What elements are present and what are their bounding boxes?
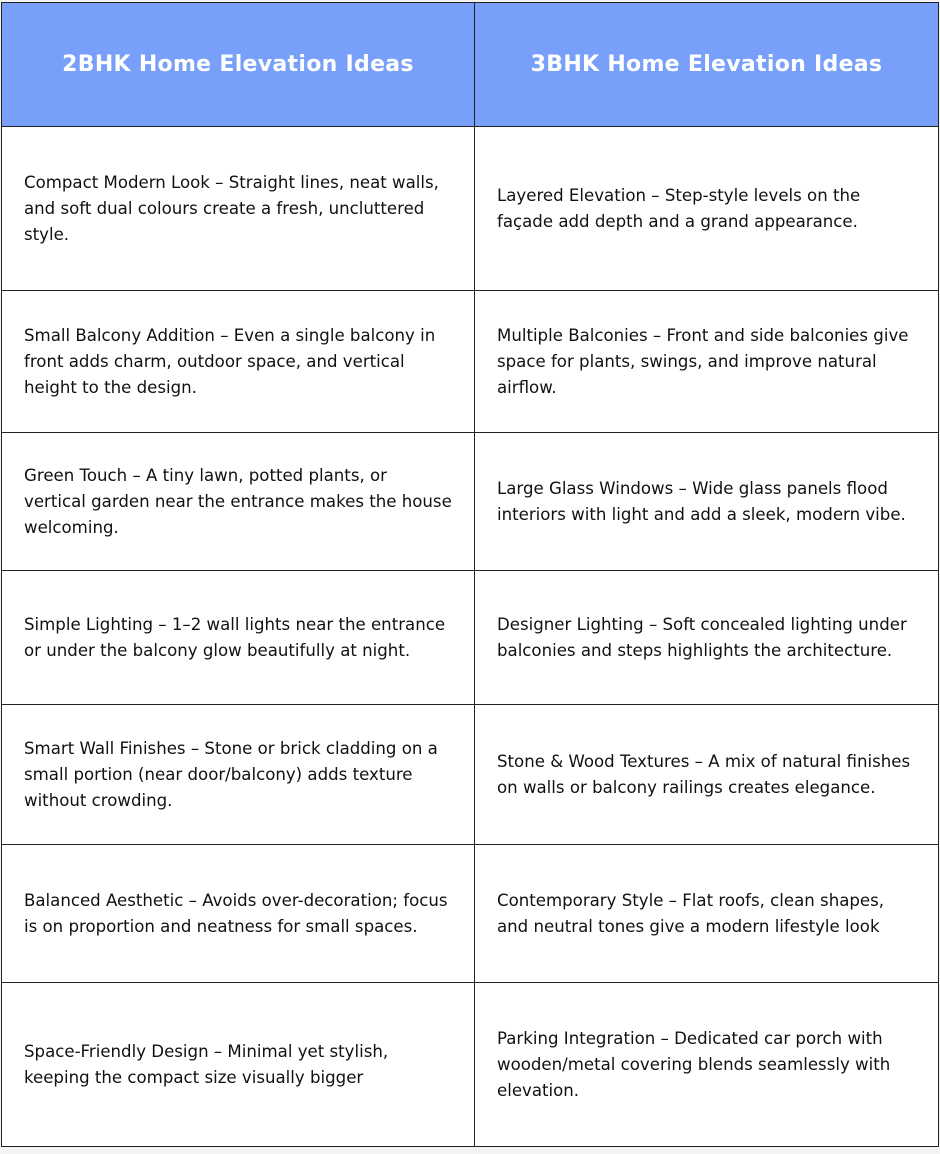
table-row [2,983,939,1147]
cell-2bhk: Space-Friendly Design – Minimal yet stylish, keeping the compact size visually bigger [2,983,475,1147]
cell-2bhk: Compact Modern Look – Straight lines, neat walls, and soft dual colours create a fresh, uncluttered style. [2,127,475,291]
cell-2bhk: Simple Lighting – 1–2 wall lights near the entrance or under the balcony glow beautifully at night. [2,571,475,705]
cell-3bhk: Designer Lighting – Soft concealed lighting under balconies and steps highlights the architecture. [475,571,939,705]
table-row [2,127,939,291]
comparison-table [1,2,939,1147]
cell-2bhk: Small Balcony Addition – Even a single balcony in front adds charm, outdoor space, and vertical height to the design. [2,291,475,433]
cell-3bhk: Multiple Balconies – Front and side balconies give space for plants, swings, and improve natural airflow. [475,291,939,433]
cell-3bhk: Large Glass Windows – Wide glass panels flood interiors with light and add a sleek, modern vibe. [475,433,939,571]
table-row [2,571,939,705]
cell-2bhk: Green Touch – A tiny lawn, potted plants, or vertical garden near the entrance makes the house welcoming. [2,433,475,571]
cell-3bhk: Layered Elevation – Step-style levels on the façade add depth and a grand appearance. [475,127,939,291]
table-row [2,291,939,433]
table-row [2,845,939,983]
cell-3bhk: Stone & Wood Textures – A mix of natural finishes on walls or balcony railings creates elegance. [475,705,939,845]
header-row [2,3,939,127]
header-3bhk: 3BHK Home Elevation Ideas [475,3,939,127]
cell-3bhk: Parking Integration – Dedicated car porch with wooden/metal covering blends seamlessly with elevation. [475,983,939,1147]
table-row [2,433,939,571]
table-row [2,705,939,845]
cell-2bhk: Balanced Aesthetic – Avoids over-decoration; focus is on proportion and neatness for small spaces. [2,845,475,983]
cell-3bhk: Contemporary Style – Flat roofs, clean shapes, and neutral tones give a modern lifestyle look [475,845,939,983]
cell-2bhk: Smart Wall Finishes – Stone or brick cladding on a small portion (near door/balcony) adds texture without crowding. [2,705,475,845]
header-2bhk: 2BHK Home Elevation Ideas [2,3,475,127]
